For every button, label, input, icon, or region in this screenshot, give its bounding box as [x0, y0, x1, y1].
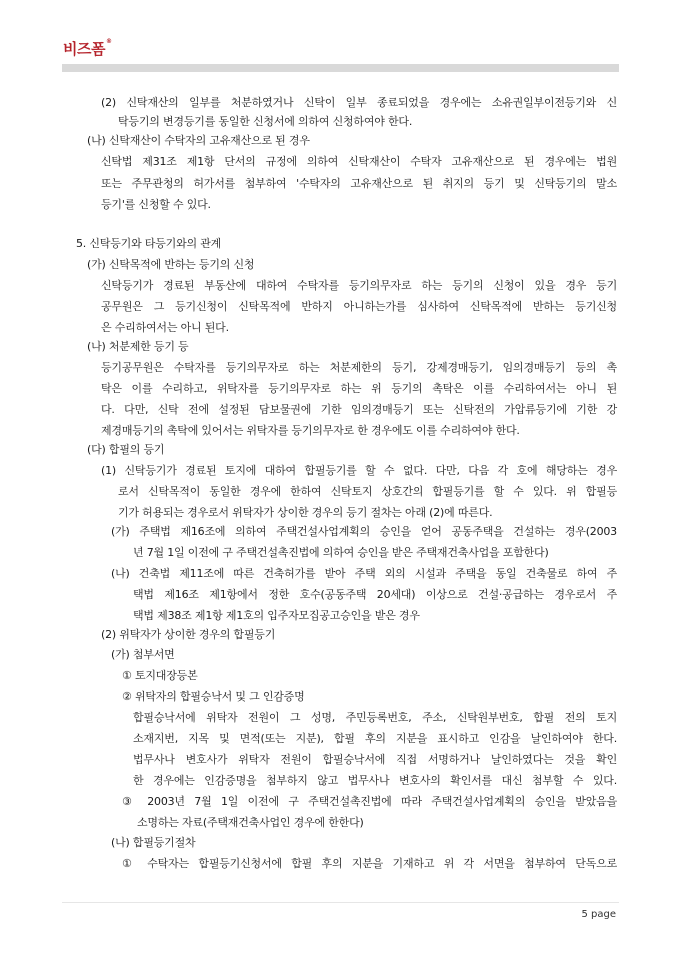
section-heading: (나) 처분제한 등기 등 — [87, 340, 189, 353]
text-line: 신탁등기가 경료된 부동산에 대하여 수탁자를 등기의무자로 하는 등기의 신청이 있을 경우 등기 — [101, 279, 617, 292]
text-line: 년 7월 1일 이전에 구 주택건설촉진법에 의하여 승인을 받은 주택재건축사업을 포함한다) — [133, 546, 549, 559]
page-number: 5 page — [581, 909, 616, 920]
text-line: 등기공무원은 수탁자를 등기의무자로 하는 처분제한의 등기, 강제경매등기, 임의경매등기 등의 촉 — [101, 361, 617, 374]
text-line: 제경매등기의 촉탁에 있어서는 위탁자를 등기의무자로 한 경우에도 이를 수리하여야 한다. — [101, 424, 520, 437]
text-line: 소명하는 자료(주택재건축사업인 경우에 한한다) — [137, 816, 364, 829]
text-line: (가) 첨부서면 — [111, 648, 175, 661]
text-line: 택법 제38조 제1항 제1호의 입주자모집공고승인을 받은 경우 — [133, 609, 420, 622]
text-line: (2) 신탁재산의 일부를 처분하였거나 신탁이 일부 종료되었을 경우에는 소유권일부이전등기와 신 — [101, 96, 617, 109]
section-heading: (다) 합필의 등기 — [87, 443, 165, 456]
text-line: (가) 주택법 제16조에 의하여 주택건설사업계획의 승인을 얻어 공동주택을 건설하는 경우(2003 — [111, 525, 617, 538]
text-line: 다. 다만, 신탁 전에 설정된 담보물권에 기한 임의경매등기 또는 신탁전의 가압류등기에 기한 강 — [101, 403, 617, 416]
text-line: ① 토지대장등본 — [122, 669, 198, 682]
section-heading: (나) 신탁재산이 수탁자의 고유재산으로 된 경우 — [87, 134, 310, 147]
text-line: 은 수리하여서는 아니 된다. — [101, 321, 229, 334]
text-line: 신탁법 제31조 제1항 단서의 규정에 의하여 신탁재산이 수탁자 고유재산으로 된 경우에는 법원 — [101, 155, 617, 168]
text-line: (나) 건축법 제11조에 따른 건축허가를 받아 주택 외의 시설과 주택을 동일 건축물로 하여 주 — [111, 567, 617, 580]
text-line: (2) 위탁자가 상이한 경우의 합필등기 — [101, 628, 276, 641]
text-line: 등기'를 신청할 수 있다. — [101, 198, 211, 211]
text-line: 기가 허용되는 경우로서 위탁자가 상이한 경우의 등기 절차는 아래 (2)에 따른다. — [118, 506, 493, 519]
text-line: 법무사나 변호사가 위탁자 전원이 합필승낙서에 직접 서명하거나 날인하였다는 것을 확인 — [133, 753, 617, 766]
text-line: ② 위탁자의 합필승낙서 및 그 인감증명 — [122, 690, 305, 703]
bizforms-logo: 비즈폼® — [63, 38, 112, 58]
text-line: 택법 제16조 제1항에서 정한 호수(공동주택 20세대) 이상으로 건설·공급하는 경우로서 주 — [133, 588, 617, 601]
section-title: 5. 신탁등기와 타등기와의 관계 — [76, 237, 222, 250]
text-line: 로서 신탁목적이 동일한 경우에 한하여 신탁토지 상호간의 합필등기를 할 수 있다. 위 합필등 — [118, 485, 617, 498]
section-heading: (가) 신탁목적에 반하는 등기의 신청 — [87, 258, 255, 271]
text-line: 한 경우에는 인감증명을 첨부하지 않고 법무사나 변호사의 확인서를 대신 첨부할 수 있다. — [133, 774, 617, 787]
text-line: (1) 신탁등기가 경료된 토지에 대하여 합필등기를 할 수 없다. 다만, 다음 각 호에 해당하는 경우 — [101, 464, 617, 477]
text-line: 또는 주무관청의 허가서를 첨부하여 '수탁자의 고유재산으로 된 취지의 등기 및 신탁등기의 말소 — [101, 177, 617, 190]
text-line: (나) 합필등기절차 — [111, 836, 196, 849]
text-line: 탁등기의 변경등기를 동일한 신청서에 의하여 신청하여야 한다. — [118, 115, 413, 128]
text-line: 합필승낙서에 위탁자 전원이 그 성명, 주민등록번호, 주소, 신탁원부번호, 합필 전의 토지 — [133, 711, 617, 724]
text-line: 공무원은 그 등기신청이 신탁목적에 반하지 아니하는가를 심사하여 신탁목적에 반하는 등기신청 — [101, 300, 617, 313]
text-line: ③ 2003년 7월 1일 이전에 구 주택건설촉진법에 따라 주택건설사업계획의 승인을 받았음을 — [122, 795, 617, 808]
text-line: 소재지번, 지목 및 면적(또는 지분), 합필 후의 지분을 표시하고 인감을 날인하여야 한다. — [133, 732, 617, 745]
text-line: ① 수탁자는 합필등기신청서에 합필 후의 지분을 기재하고 위 각 서면을 첨부하여 단독으로 — [122, 857, 617, 870]
footer-divider — [62, 902, 619, 903]
text-line: 탁은 이를 수리하고, 위탁자를 등기의무자로 하는 위 등기의 촉탁은 이를 수리하여서는 아니 된 — [101, 382, 617, 395]
